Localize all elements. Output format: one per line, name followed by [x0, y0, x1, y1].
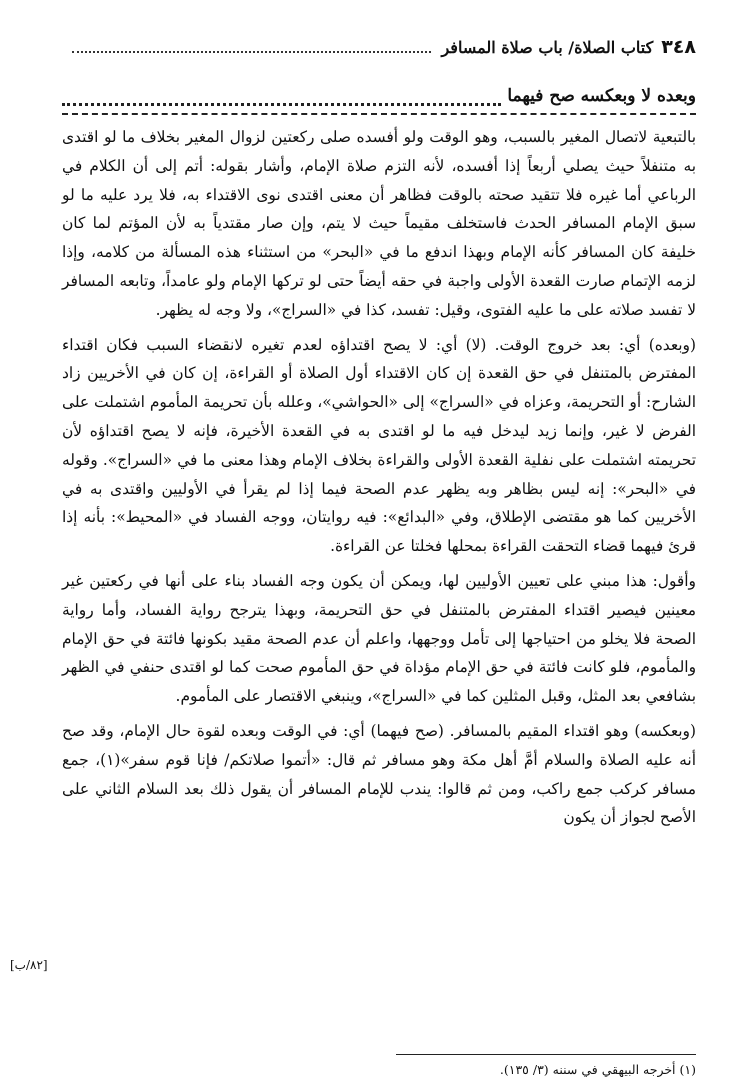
paragraph-3: وأقول: هذا مبني على تعيين الأوليين لها، ويمكن أن يكون وجه الفساد بناء على أنها في ركعتين غير معينين فيصير اقتداء المفترض بالمتنفل في حق التحريمة، وبهذا يترجح رواية الفساد، وأما رواية الصحة فلا يخلو من احتياجها إلى تأمل ووجهها، واعلم أن عدم الصحة مقيد بكونها فائتة في حق الإمام والمأموم، فلو كانت فائتة في حق الإمام مؤداة في حق المأموم صحت كما لو اقتدى حنفي في الظهر بشافعي بعد المثل، وقبل المثلين كما في «السراج»، وينبغي الاقتصار على المأموم.: [62, 571, 696, 706]
paragraph-2: (وبعده) أي: بعد خروج الوقت. (لا) أي: لا يصح اقتداؤه لعدم تغيره لانقضاء السبب فكان اقتداء المفترض بالمتنفل في حق القعدة إن كان الاقتداء أول الصلاة أو القراءة، إن كان في الأخريين زاد الشارح: أو التحريمة، وعزاه في «السراج» إلى «الحواشي»، وعلله بأن تحريمة المأموم اشتملت على الفرض لا غير، وإنما زيد ليدخل فيه ما لو اقتدى به في القعدة الأخيرة، فإنه لا يصح اقتداؤه لأن تحريمته اشتملت على نفلية القعدة الأولى والقراءة بخلاف الإمام وهذا معنى ما في «السراج». وقوله في «البحر»: إنه ليس بظاهر وبه يظهر عدم الصحة فيما إذا لم يقرأ في الأوليين واقتدى به في الأخريين كما هو مقتضى الإطلاق، وفي «البدائع»: فيه روايتان، ووجه الفساد في «المحيط»: بأنه إذا قرئ فيهما قضاء التحقت القراءة بمحلها فخلتا عن القراءة.: [62, 335, 696, 556]
matn-line: [62, 82, 696, 106]
page-header: [62, 34, 696, 60]
manuscript-folio-note: [٨٢/ب]: [10, 958, 48, 972]
footnote-rule: [396, 1054, 696, 1055]
header-dotted-leader: [72, 41, 431, 53]
matn-text: وبعده لا وبعكسه صح فيهما: [507, 86, 696, 106]
paragraph-1: بالتبعية لاتصال المغير بالسبب، وهو الوقت ولو أفسده صلى ركعتين لزوال المغير بخلاف ما لو اقتدى به متنفلاً حيث يصلي أربعاً إذا أفسده، لأنه التزم صلاة الإمام، وأشار بقوله: أتم إلى أن الكلام في الرباعي أما غيره فلا تتقيد صحته بالوقت فظاهر أن معنى اقتدى نوى الاقتداء به، فلا يرد عليه ما لو سبق الإمام المسافر الحدث فاستخلف مقيماً حيث لا يتم، وإن صار مقتدياً به لأن المؤتم لما كان خليفة كان المسافر كأنه الإمام وبهذا اندفع ما في «البحر» من استثناء هذه المسألة من كلامه، وإذا لزمه الإتمام صارت القعدة الأولى واجبة في حقه أيضاً حتى لو تركها الإمام ولو عامداً، وتابعه المسافر لا تفسد صلاته على ما عليه الفتوى، وقيل: تفسد، كذا في «السراج»، ولا وجه له يظهر.: [62, 128, 696, 319]
running-title: كتاب الصلاة/ باب صلاة المسافر: [441, 37, 654, 57]
section-divider: [62, 113, 696, 115]
footnote: (١) أخرجه البيهقي في سننه (٣/ ١٣٥).: [499, 1062, 696, 1077]
page-number: ٣٤٨: [661, 36, 696, 58]
paragraph-4: (وبعكسه) وهو اقتداء المقيم بالمسافر. (صح فيهما) أي: في الوقت وبعده لقوة حال الإمام، وقد صح أنه عليه الصلاة والسلام أمَّ أهل مكة وهو مسافر ثم قال: «أتموا صلاتكم/ فإنا قوم سفر»(١)، جمع مسافر كركب جمع راكب، ومن ثم قالوا: يندب للإمام المسافر أن يقول ذلك بعد السلام الثاني على الأصح لجواز أن يكون: [62, 721, 696, 827]
commentary-body: [62, 123, 696, 838]
matn-dotted-leader: [62, 89, 501, 106]
